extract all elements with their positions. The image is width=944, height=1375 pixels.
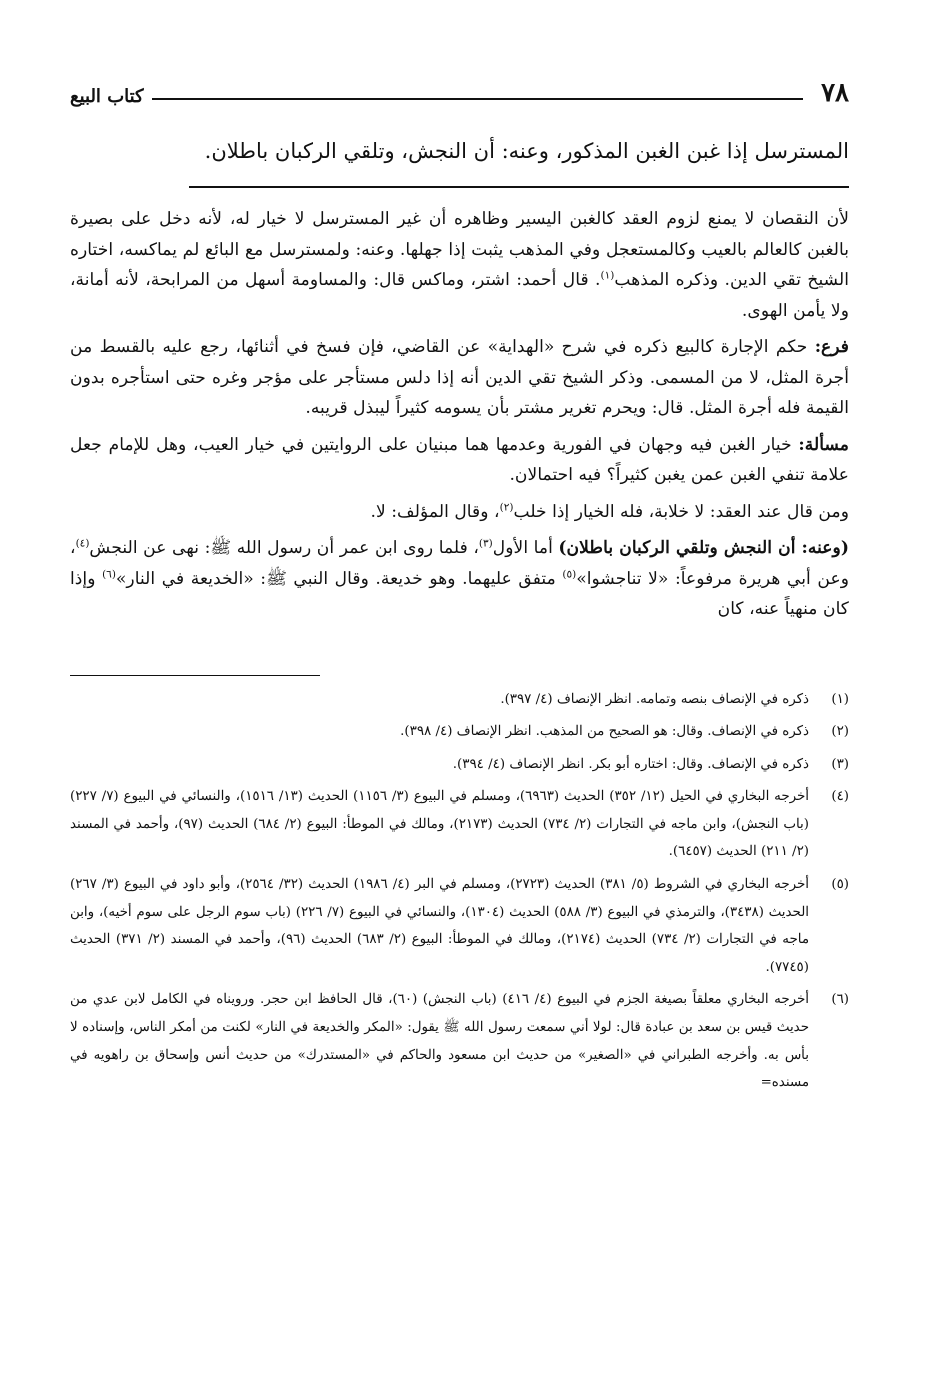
footnote-ref-2[interactable]: (٢): [499, 500, 514, 513]
footnote-number: (٢): [831, 724, 849, 740]
footnote-item: [70, 751, 849, 779]
footnote-item: [70, 783, 849, 866]
paragraph-3: مسألة: خيار الغبن فيه وجهان في الفورية وعدمها هما مبنيان على الروايتين في خيار العيب، وهل للإمام جعل علامة تنفي الغبن عمن يغبن كثيراً؟ فيه احتمالان.: [70, 434, 849, 485]
footnote-text: أخرجه البخاري في الحيل (١٢/ ٣٥٢) الحديث (٦٩٦٣)، ومسلم في البيوع (٣/ ١١٥٦) الحديث (١٣/ ١٥١٦)، والنسائي في البيوع (٧/ ٢٢٧) (باب النجش)، وابن ماجه في التجارات (٢/ ٧٣٤) الحديث (٢١٧٣)، ومالك في الموطأ: البيوع (٢/ ٦٨٤) الحديث (٩٧)، وأحمد في المسند (٢/ ٢١١) الحديث (٦٤٥٧).: [70, 789, 809, 860]
matn-text: المسترسل إذا غبن الغبن المذكور، وعنه: أن النجش، وتلقي الركبان باطلان.: [204, 139, 849, 163]
footnote-number: (٤): [831, 789, 849, 805]
footnote-item: [70, 871, 849, 981]
book-title: كتاب البيع: [70, 86, 144, 107]
page-number: ٧٨: [821, 78, 849, 108]
footnote-ref-5[interactable]: (٥): [562, 567, 577, 580]
matn-separator: [189, 186, 849, 188]
footnote-ref-4[interactable]: (٤): [75, 537, 90, 550]
footnote-text: ذكره في الإنصاف بنصه وتمامه. انظر الإنصاف (٤/ ٣٩٧).: [500, 691, 809, 707]
footnote-number: (٣): [831, 756, 849, 772]
paragraph-1: لأن النقصان لا يمنع لزوم العقد كالغبن اليسير وظاهره أن غير المسترسل لا خيار له، لأنه دخل على بصيرة بالغبن كالعالم بالعيب وكالمستعجل وفي المذهب يثبت إذا جهلها. وعنه: ولمسترسل مع البائع لم يماكسه، اختاره الشيخ تقي الدين. وذكره المذهب$^{(١)}$. قال أحمد: اشتر، وماكس قال: والمساومة أسهل من المرابحة، لأنه أمانة، ولا يأمن الهوى.: [70, 209, 849, 321]
footnote-item: [70, 718, 849, 746]
footnote-item: [70, 986, 849, 1096]
footnote-ref-3[interactable]: (٣): [478, 537, 493, 550]
paragraph-5: (وعنه: أن النجش وتلقي الركبان باطلان) أما الأول$^{(٣)}$، فلما روى ابن عمر أن رسول الله ﷺ: نهى عن النجش$^{(٤)}$، وعن أبي هريرة مرفوعاً: «لا تناجشوا»$^{(٥)}$ متفق عليهما. وهو خديعة. وقال النبي ﷺ: «الخديعة في النار»$^{(٦)}$ وإذا كان منهياً عنه، كان: [70, 537, 850, 619]
paragraph-lead: (وعنه: أن النجش وتلقي الركبان باطلان): [558, 538, 849, 558]
footnote-text: ذكره في الإنصاف. وقال: هو الصحيح من المذهب. انظر الإنصاف (٤/ ٣٩٨).: [400, 724, 809, 740]
header-rule: [152, 98, 803, 100]
footnote-number: (١): [831, 691, 849, 707]
footnote-text: أخرجه البخاري معلقاً بصيغة الجزم في البيوع (٤/ ٤١٦) (باب النجش) (٦٠)، قال الحافظ ابن حجر. ورويناه في الكامل لابن عدي من حديث قيس بن سعد بن عبادة قال: لولا أني سمعت رسول الله ﷺ يقول: «المكر والخديعة في النار» لكنت من أمكر الناس، وإسناده لا بأس به. وأخرجه الطبراني في «الصغير» من حديث ابن مسعود والحاكم في «المستدرك» من حديث أنس وإسحاق بن راهويه في مسنده=: [70, 992, 809, 1091]
page-header: [70, 70, 849, 106]
footnote-number: (٥): [831, 877, 849, 893]
paragraph-2: فرع: حكم الإجارة كالبيع ذكره في شرح «الهداية» عن القاضي، فإن فسخ في أثنائها، رجع عليه بالقسط من أجرة المثل، لا من المسمى. وذكر الشيخ تقي الدين أنه إذا دلس مستأجر على مؤجر وغره حتى استأجره بدون القيمة فله أجرة المثل. قال: ويحرم تغرير مشتر بأن يسومه كثيراً ليبذل قريبه.: [70, 337, 849, 418]
footnotes: [70, 686, 849, 1097]
page: [70, 70, 849, 1102]
footnote-text: ذكره في الإنصاف. وقال: اختاره أبو بكر. انظر الإنصاف (٤/ ٣٩٤).: [452, 756, 809, 772]
footnote-item: [70, 686, 849, 714]
paragraph-lead: مسألة:: [798, 434, 849, 455]
footnote-separator: [70, 675, 320, 676]
footnote-ref-6[interactable]: (٦): [102, 567, 116, 580]
footnote-ref-1[interactable]: (١): [600, 269, 615, 282]
paragraph-lead: فرع:: [814, 337, 849, 357]
footnote-number: (٦): [831, 992, 849, 1008]
paragraph-4: ومن قال عند العقد: لا خلابة، فله الخيار إذا خلب$^{(٢)}$، وقال المؤلف: لا.: [370, 500, 849, 522]
footnote-text: أخرجه البخاري في الشروط (٥/ ٣٨١) الحديث (٢٧٢٣)، ومسلم في البر (٤/ ١٩٨٦) الحديث (٣٢/ ٢٥٦٤)، وأبو داود في البيوع (٣/ ٢٦٧) الحديث (٣٤٣٨)، والترمذي في البيوع (٣/ ٥٨٨) الحديث (١٣٠٤)، والنسائي في البيوع (٧/ ٢٢٦) (باب سوم الرجل على سوم أخيه)، وابن ماجه في التجارات (٢/ ٧٣٤) الحديث (٢١٧٤)، ومالك في الموطأ: البيوع (٢/ ٦٨٣) الحديث (٩٦)، وأحمد في المسند (٢/ ٣٧١) الحديث (٧٧٤٥).: [70, 877, 810, 975]
commentary: [70, 204, 849, 625]
